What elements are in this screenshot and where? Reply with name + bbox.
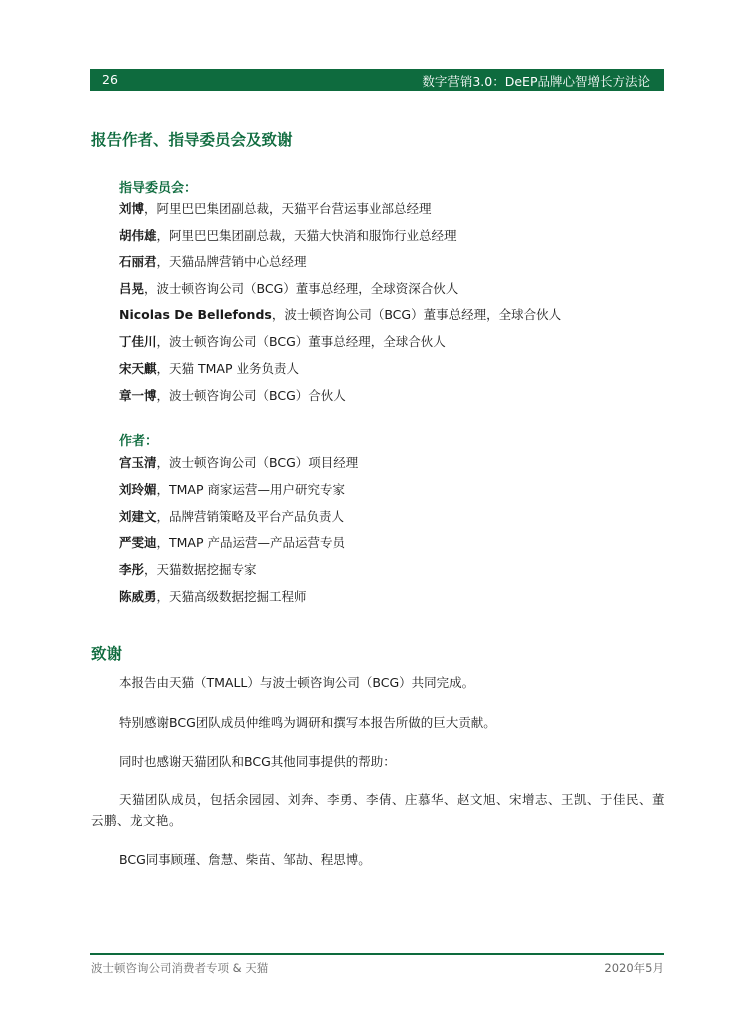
committee-member: 宋天麒，天猫 TMAP 业务负责人 — [119, 361, 299, 376]
author-member: 刘玲媚，TMAP 商家运营—用户研究专家 — [119, 482, 345, 497]
committee-member: 丁佳川，波士顿咨询公司（BCG）董事总经理，全球合伙人 — [119, 334, 446, 349]
footer-source: 波士顿咨询公司消费者专项 & 天猫 — [91, 961, 269, 975]
committee-member: 吕晃，波士顿咨询公司（BCG）董事总经理，全球资深合伙人 — [119, 281, 459, 296]
committee-member: 胡伟雄，阿里巴巴集团副总裁，天猫大快消和服饰行业总经理 — [119, 228, 457, 243]
ack-paragraph: 本报告由天猫（TMALL）与波士顿咨询公司（BCG）共同完成。 — [119, 675, 475, 690]
footer-divider — [90, 953, 664, 955]
ack-paragraph: 特别感谢BCG团队成员仲维鸣为调研和撰写本报告所做的巨大贡献。 — [119, 715, 496, 730]
page-title: 报告作者、指导委员会及致谢 — [91, 131, 293, 149]
author-member: 陈威勇，天猫高级数据挖掘工程师 — [119, 589, 307, 604]
page-number: 26 — [102, 72, 118, 87]
doc-title: 数字营销3.0：DeEP品牌心智增长方法论 — [422, 74, 650, 89]
footer-date: 2020年5月 — [604, 961, 664, 975]
committee-title: 指导委员会： — [119, 181, 198, 196]
author-member: 严雯迪，TMAP 产品运营—产品运营专员 — [119, 535, 345, 550]
ack-paragraph: 同时也感谢天猫团队和BCG其他同事提供的帮助： — [119, 754, 396, 769]
committee-member: 石丽君，天猫品牌营销中心总经理 — [119, 254, 307, 269]
ack-paragraph: 天猫团队成员，包括余园园、刘奔、李勇、李倩、庄慕华、赵文旭、宋增志、王凯、于佳民、董云鹏、龙文艳。 — [91, 792, 666, 828]
committee-member: 章一博，波士顿咨询公司（BCG）合伙人 — [119, 388, 346, 403]
author-member: 刘建文，品牌营销策略及平台产品负责人 — [119, 509, 345, 524]
author-member: 宫玉清，波士顿咨询公司（BCG）项目经理 — [119, 455, 359, 470]
authors-title: 作者： — [119, 434, 159, 449]
header-bar — [90, 69, 664, 91]
committee-member: 刘博，阿里巴巴集团副总裁，天猫平台营运事业部总经理 — [119, 201, 432, 216]
committee-member: Nicolas De Bellefonds，波士顿咨询公司（BCG）董事总经理，全球合伙人 — [119, 307, 562, 322]
author-member: 李彤，天猫数据挖掘专家 — [119, 562, 257, 577]
ack-paragraph: BCG同事顾瑾、詹慧、柴苗、邹劼、程思博。 — [119, 852, 371, 867]
acknowledgements-title: 致谢 — [91, 645, 123, 663]
